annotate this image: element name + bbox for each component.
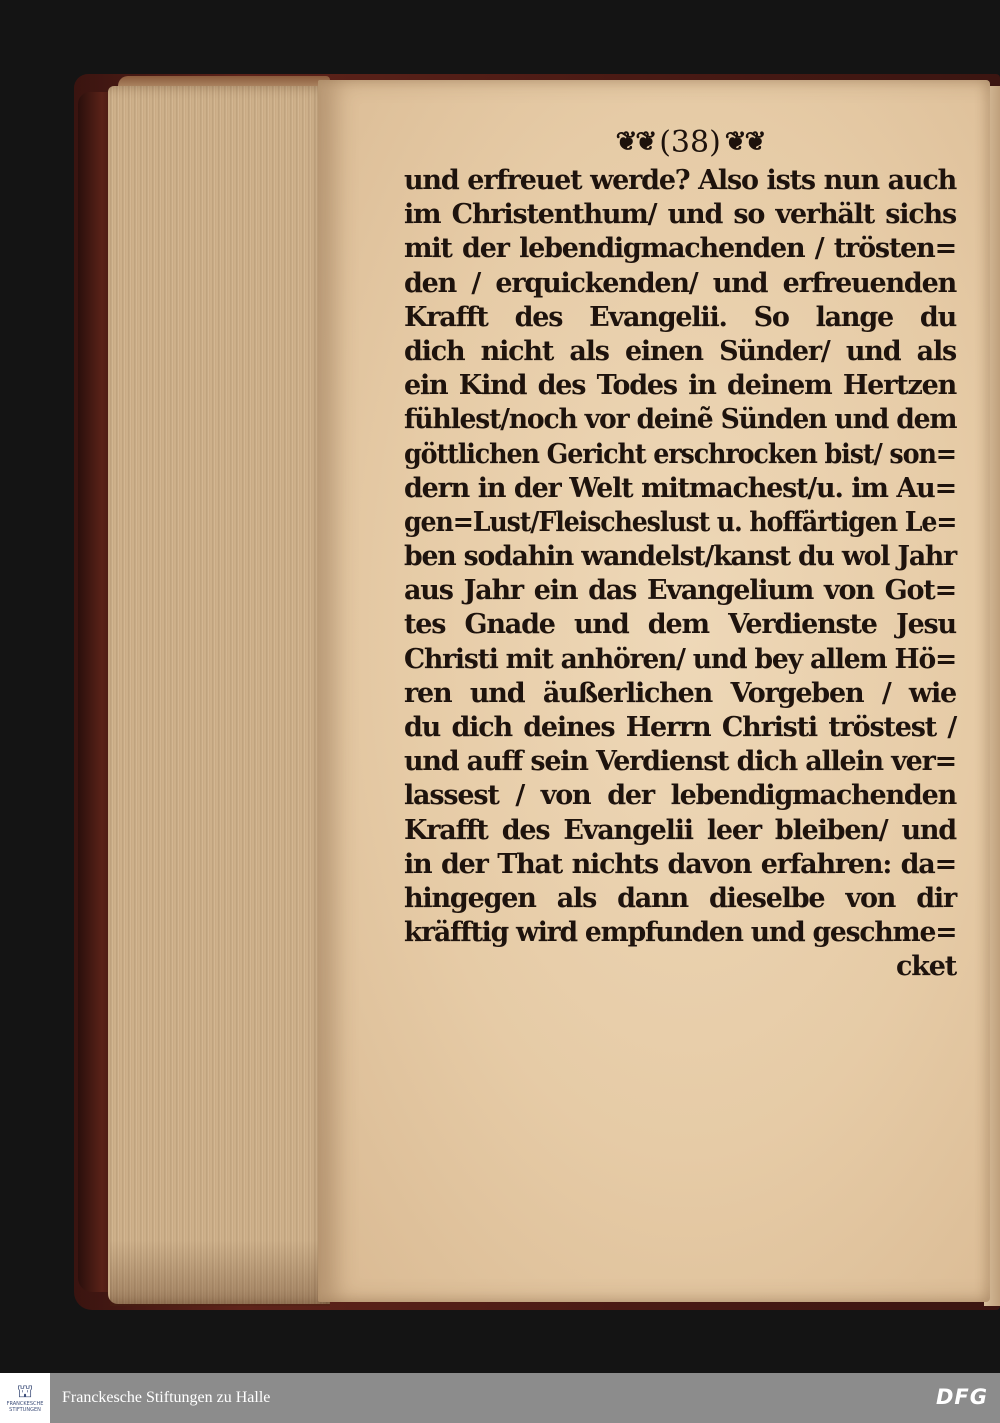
page-stack-shadow bbox=[110, 1240, 330, 1306]
text-line: Christi mit anhören/ und bey allem Hö= bbox=[404, 643, 957, 675]
page-header bbox=[590, 122, 790, 162]
ornament-left: ❦❦ bbox=[615, 127, 656, 157]
text-line: mit der lebendigmachenden / trösten= bbox=[404, 233, 956, 265]
text-line: ren und äußerlichen Vorgeben / wie bbox=[404, 677, 956, 709]
text-line: dich nicht als einen Sünder/ und als bbox=[404, 335, 956, 367]
text-line: göttlichen Gericht erschrocken bist/ son= bbox=[404, 438, 956, 470]
text-line: fühlest/noch vor deinẽ Sünden und dem bbox=[404, 404, 957, 436]
catchword: cket bbox=[896, 951, 956, 983]
text-line: in der That nichts davon erfahren: da= bbox=[404, 848, 956, 880]
viewer-footer bbox=[0, 1373, 1000, 1423]
text-line: dern in der Welt mitmachest/u. im Au= bbox=[404, 472, 956, 504]
text-line: aus Jahr ein das Evangelium von Got= bbox=[404, 575, 956, 607]
dfg-logo[interactable]: DFG bbox=[935, 1385, 988, 1409]
text-line: im Christenthum/ und so verhält sichs bbox=[404, 199, 956, 231]
text-line: Krafft des Evangelii. So lange du bbox=[404, 301, 956, 333]
text-line: den / erquickenden/ und erfreuenden bbox=[404, 267, 956, 299]
text-line: und auff sein Verdienst dich allein ver= bbox=[404, 746, 956, 778]
text-line: lassest / von der lebendigmachenden bbox=[404, 780, 956, 812]
page-number: (38) bbox=[659, 124, 721, 160]
logo-text: FRANCKESCHE STIFTUNGEN bbox=[6, 1401, 44, 1413]
institution-icon: ⛫ bbox=[16, 1381, 34, 1402]
text-line: hingegen als dann dieselbe von dir bbox=[404, 882, 956, 914]
text-line: Krafft des Evangelii leer bleiben/ und bbox=[404, 814, 956, 846]
text-line: kräfftig wird empfunden und geschme= bbox=[404, 917, 957, 949]
text-line: gen=Lust/Fleischeslust u. hoffärtigen Le= bbox=[404, 506, 957, 538]
ornament-right: ❦❦ bbox=[724, 127, 765, 157]
page-stack bbox=[108, 86, 330, 1304]
text-line: ein Kind des Todes in deinem Hertzen bbox=[404, 370, 956, 402]
text-line: du dich deines Herrn Christi tröstest / bbox=[404, 712, 956, 743]
institution-name[interactable]: Franckesche Stiftungen zu Halle bbox=[62, 1389, 271, 1406]
franckesche-logo[interactable] bbox=[0, 1373, 50, 1423]
text-line: ben sodahin wandelst/kanst du wol Jahr bbox=[404, 541, 957, 573]
text-line: und erfreuet werde? Also ists nun auch bbox=[404, 165, 956, 196]
body-text bbox=[404, 164, 956, 985]
text-line: tes Gnade und dem Verdienste Jesu bbox=[404, 609, 956, 641]
